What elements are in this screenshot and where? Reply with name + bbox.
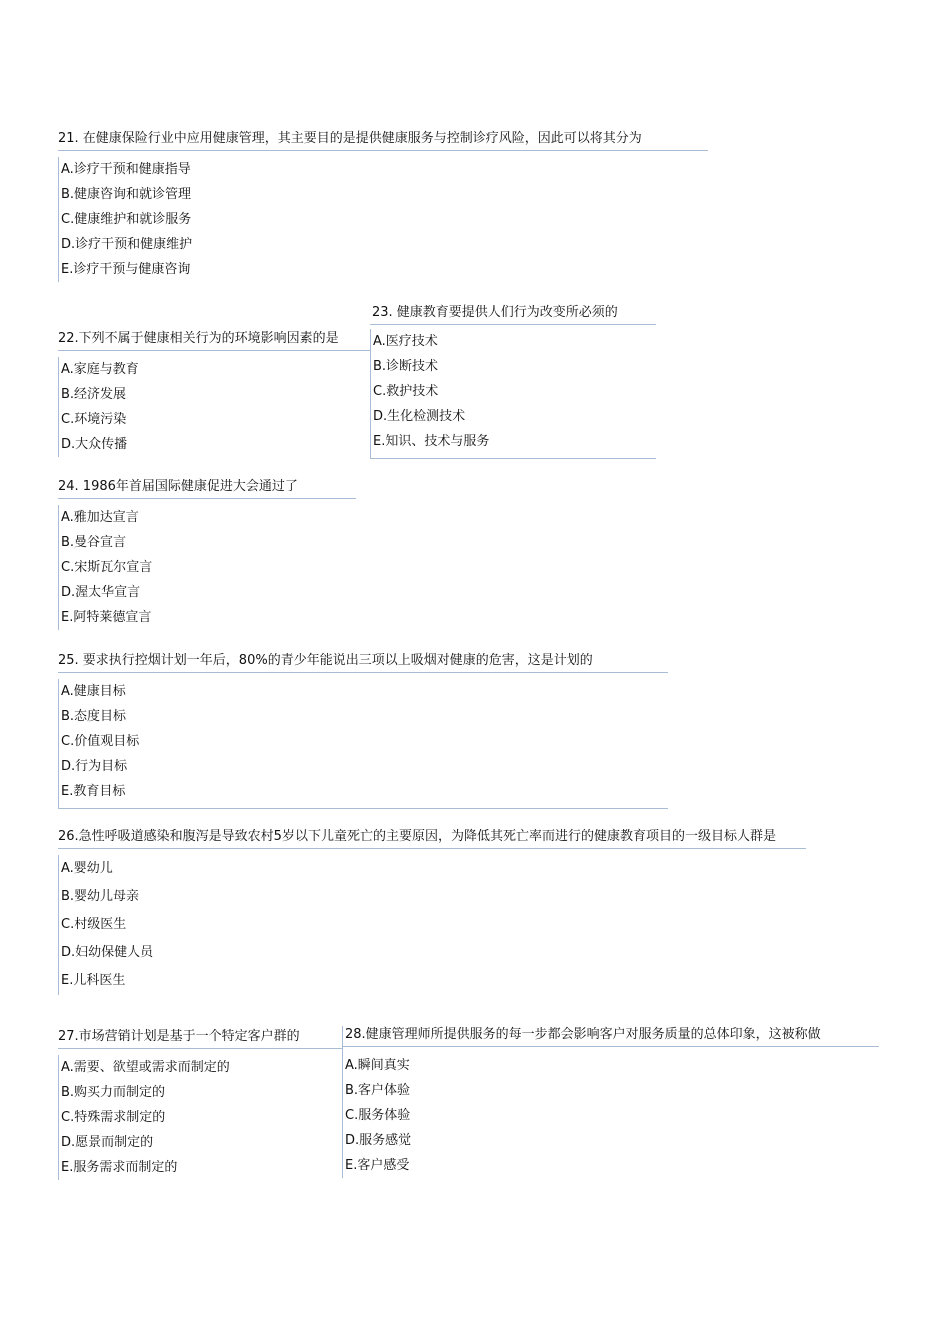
question-25	[58, 652, 668, 809]
question-stem: 26.急性呼吸道感染和腹泻是导致农村5岁以下儿童死亡的主要原因，为降低其死亡率而进行的健康教育项目的一级目标人群是	[58, 828, 806, 849]
option-a: A.雅加达宣言	[61, 510, 139, 525]
option-d: D.愿景而制定的	[61, 1135, 154, 1150]
question-stem: 27.市场营销计划是基于一个特定客户群的	[58, 1028, 342, 1049]
option-list	[370, 329, 656, 459]
question-26	[58, 828, 806, 995]
option-list	[343, 1053, 879, 1178]
option-list	[58, 157, 708, 282]
option-a: A.家庭与教育	[61, 362, 139, 377]
option-c: C.救护技术	[373, 384, 439, 399]
question-21	[58, 130, 708, 282]
option-b: B.态度目标	[61, 709, 127, 724]
option-b: B.曼谷宣言	[61, 535, 127, 550]
option-e: E.诊疗干预与健康咨询	[61, 262, 191, 277]
option-d: D.行为目标	[61, 759, 128, 774]
question-stem: 21. 在健康保险行业中应用健康管理，其主要目的是提供健康服务与控制诊疗风险，因此可以将其分为	[58, 130, 708, 151]
option-c: C.村级医生	[61, 917, 127, 932]
option-list	[58, 855, 806, 995]
option-d: D.大众传播	[61, 437, 128, 452]
question-24	[58, 478, 356, 630]
option-a: A.婴幼儿	[61, 861, 113, 876]
option-c: C.价值观目标	[61, 734, 140, 749]
question-stem: 28.健康管理师所提供服务的每一步都会影响客户对服务质量的总体印象，这被称做	[343, 1026, 879, 1047]
option-e: E.阿特莱德宣言	[61, 610, 152, 625]
option-c: C.宋斯瓦尔宣言	[61, 560, 153, 575]
option-b: B.婴幼儿母亲	[61, 889, 140, 904]
option-e: E.服务需求而制定的	[61, 1160, 178, 1175]
question-stem: 22.下列不属于健康相关行为的环境影响因素的是	[58, 330, 370, 351]
option-list	[58, 505, 356, 630]
option-a: A.诊疗干预和健康指导	[61, 162, 191, 177]
option-c: C.环境污染	[61, 412, 127, 427]
option-e: E.客户感受	[345, 1158, 410, 1173]
question-27	[58, 1028, 342, 1180]
option-c: C.特殊需求制定的	[61, 1110, 166, 1125]
option-d: D.渥太华宣言	[61, 585, 141, 600]
option-e: E.儿科医生	[61, 973, 126, 988]
option-b: B.客户体验	[345, 1083, 411, 1098]
question-23	[370, 304, 656, 459]
option-list	[58, 1055, 342, 1180]
option-a: A.健康目标	[61, 684, 126, 699]
option-a: A.瞬间真实	[345, 1058, 410, 1073]
option-d: D.诊疗干预和健康维护	[61, 237, 193, 252]
option-d: D.服务感觉	[345, 1133, 412, 1148]
question-stem: 24. 1986年首届国际健康促进大会通过了	[58, 478, 356, 499]
option-e: E.知识、技术与服务	[373, 434, 490, 449]
option-a: A.需要、欲望或需求而制定的	[61, 1060, 230, 1075]
option-b: B.购买力而制定的	[61, 1085, 166, 1100]
option-list	[58, 357, 370, 457]
question-stem: 25. 要求执行控烟计划一年后，80%的青少年能说出三项以上吸烟对健康的危害，这是计划的	[58, 652, 668, 673]
option-e: E.教育目标	[61, 784, 126, 799]
option-d: D.妇幼保健人员	[61, 945, 154, 960]
option-b: B.经济发展	[61, 387, 127, 402]
question-22	[58, 330, 370, 457]
option-c: C.服务体验	[345, 1108, 411, 1123]
option-b: B.诊断技术	[373, 359, 439, 374]
option-a: A.医疗技术	[373, 334, 438, 349]
question-stem: 23. 健康教育要提供人们行为改变所必须的	[370, 304, 656, 325]
question-28	[342, 1026, 879, 1178]
option-d: D.生化检测技术	[373, 409, 466, 424]
option-c: C.健康维护和就诊服务	[61, 212, 192, 227]
option-b: B.健康咨询和就诊管理	[61, 187, 192, 202]
option-list	[58, 679, 668, 809]
